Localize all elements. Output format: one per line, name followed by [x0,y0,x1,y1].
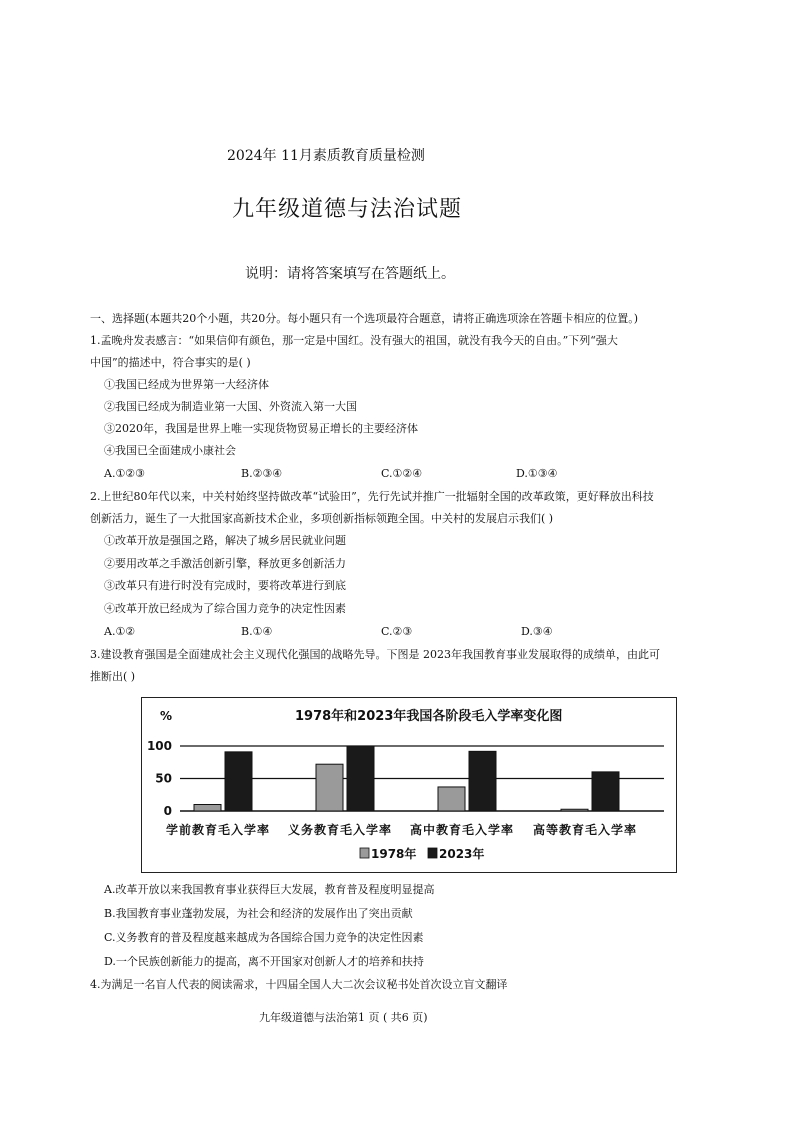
q2-option-c[interactable]: C.②③ [381,625,413,638]
q2-stem-line-2: 创新活力，诞生了一大批国家高新技术企业，多项创新指标领跑全国。中关村的发展启示我们( ) [90,512,554,525]
chart-bar [316,764,343,811]
q1-option-c[interactable]: C.①②④ [381,467,423,480]
q2-option-b[interactable]: B.①④ [241,625,273,638]
q1-stem-line-2: 中国”的描述中，符合事实的是( ) [90,356,251,369]
q1-option-b[interactable]: B.②③④ [241,467,283,480]
q3-option-a[interactable]: A.改革开放以来我国教育事业获得巨大发展，教育普及程度明显提高 [104,883,435,896]
chart-category-label: 学前教育毛入学率 [165,823,271,837]
q1-item-1: ①我国已经成为世界第一大经济体 [104,378,269,391]
exam-title: 九年级道德与法治试题 [232,197,463,222]
q1-option-d[interactable]: D.①③④ [516,467,558,480]
chart-legend-swatch [360,848,369,858]
exam-date: 2024年 11月素质教育质量检测 [227,148,425,164]
page-footer: 九年级道德与法治第1 页 ( 共6 页) [259,1011,428,1024]
chart-bar [592,772,619,811]
chart-bar [469,751,496,811]
q3-stem-line-2: 推断出( ) [90,670,136,683]
q1-option-a[interactable]: A.①②③ [104,467,146,480]
chart-legend-label: 2023年 [439,847,485,861]
q1-item-3: ③2020年，我国是世界上唯一实现货物贸易正增长的主要经济体 [104,422,418,435]
chart-legend-swatch [428,848,437,858]
chart-ytick-label: 100 [146,739,172,753]
q3-stem-line-1: 3.建设教育强国是全面建成社会主义现代化强国的战略先导。下图是 2023年我国教育事业发展取得的成绩单，由此可 [90,648,660,661]
q3-option-b[interactable]: B.我国教育事业蓬勃发展，为社会和经济的发展作出了突出贡献 [104,907,413,920]
q1-stem-line-1: 1.孟晚舟发表感言：“如果信仰有颜色，那一定是中国红。没有强大的祖国，就没有我今天的自由。”下列“强大 [90,334,618,347]
q2-item-2: ②要用改革之手激活创新引擎，释放更多创新活力 [104,557,346,570]
enrollment-chart-svg [142,698,678,874]
chart-category-label: 义务教育毛入学率 [287,823,393,837]
chart-bar [194,805,221,812]
q2-option-d[interactable]: D.③④ [521,625,553,638]
q2-option-a[interactable]: A.①② [104,625,136,638]
section-title: 一、选择题(本题共20个小题，共20分。每小题只有一个选项最符合题意，请将正确选项涂在答题卡相应的位置。) [90,312,639,325]
chart-category-label: 高中教育毛入学率 [409,823,515,837]
q2-stem-line-1: 2.上世纪80年代以来，中关村始终坚持做改革“试验田”，先行先试并推广一批辐射全国的改革政策，更好释放出科技 [90,490,654,503]
enrollment-chart [141,697,677,873]
exam-note: 说明：请将答案填写在答题纸上。 [245,266,455,282]
chart-bar [225,752,252,811]
chart-title: 1978年和2023年我国各阶段毛入学率变化图 [295,709,563,724]
q2-item-3: ③改革只有进行时没有完成时，要将改革进行到底 [104,579,346,592]
q2-item-1: ①改革开放是强国之路，解决了城乡居民就业问题 [104,534,346,547]
chart-ylabel: % [160,709,173,723]
chart-bar [438,787,465,811]
chart-bar [347,746,374,811]
chart-legend-label: 1978年 [371,847,417,861]
q1-item-4: ④我国已全面建成小康社会 [104,444,236,457]
q3-option-c[interactable]: C.义务教育的普及程度越来越成为各国综合国力竞争的决定性因素 [104,931,424,944]
chart-category-label: 高等教育毛入学率 [532,823,638,837]
q3-option-d[interactable]: D.一个民族创新能力的提高，离不开国家对创新人才的培养和扶持 [104,955,424,968]
q1-item-2: ②我国已经成为制造业第一大国、外资流入第一大国 [104,400,357,413]
chart-ytick-label: 0 [163,804,172,818]
q4-stem-line-1: 4.为满足一名盲人代表的阅读需求，十四届全国人大二次会议秘书处首次设立盲文翻译 [90,978,508,991]
chart-ytick-label: 50 [155,771,172,786]
q2-item-4: ④改革开放已经成为了综合国力竞争的决定性因素 [104,602,346,615]
chart-bar [561,809,588,811]
